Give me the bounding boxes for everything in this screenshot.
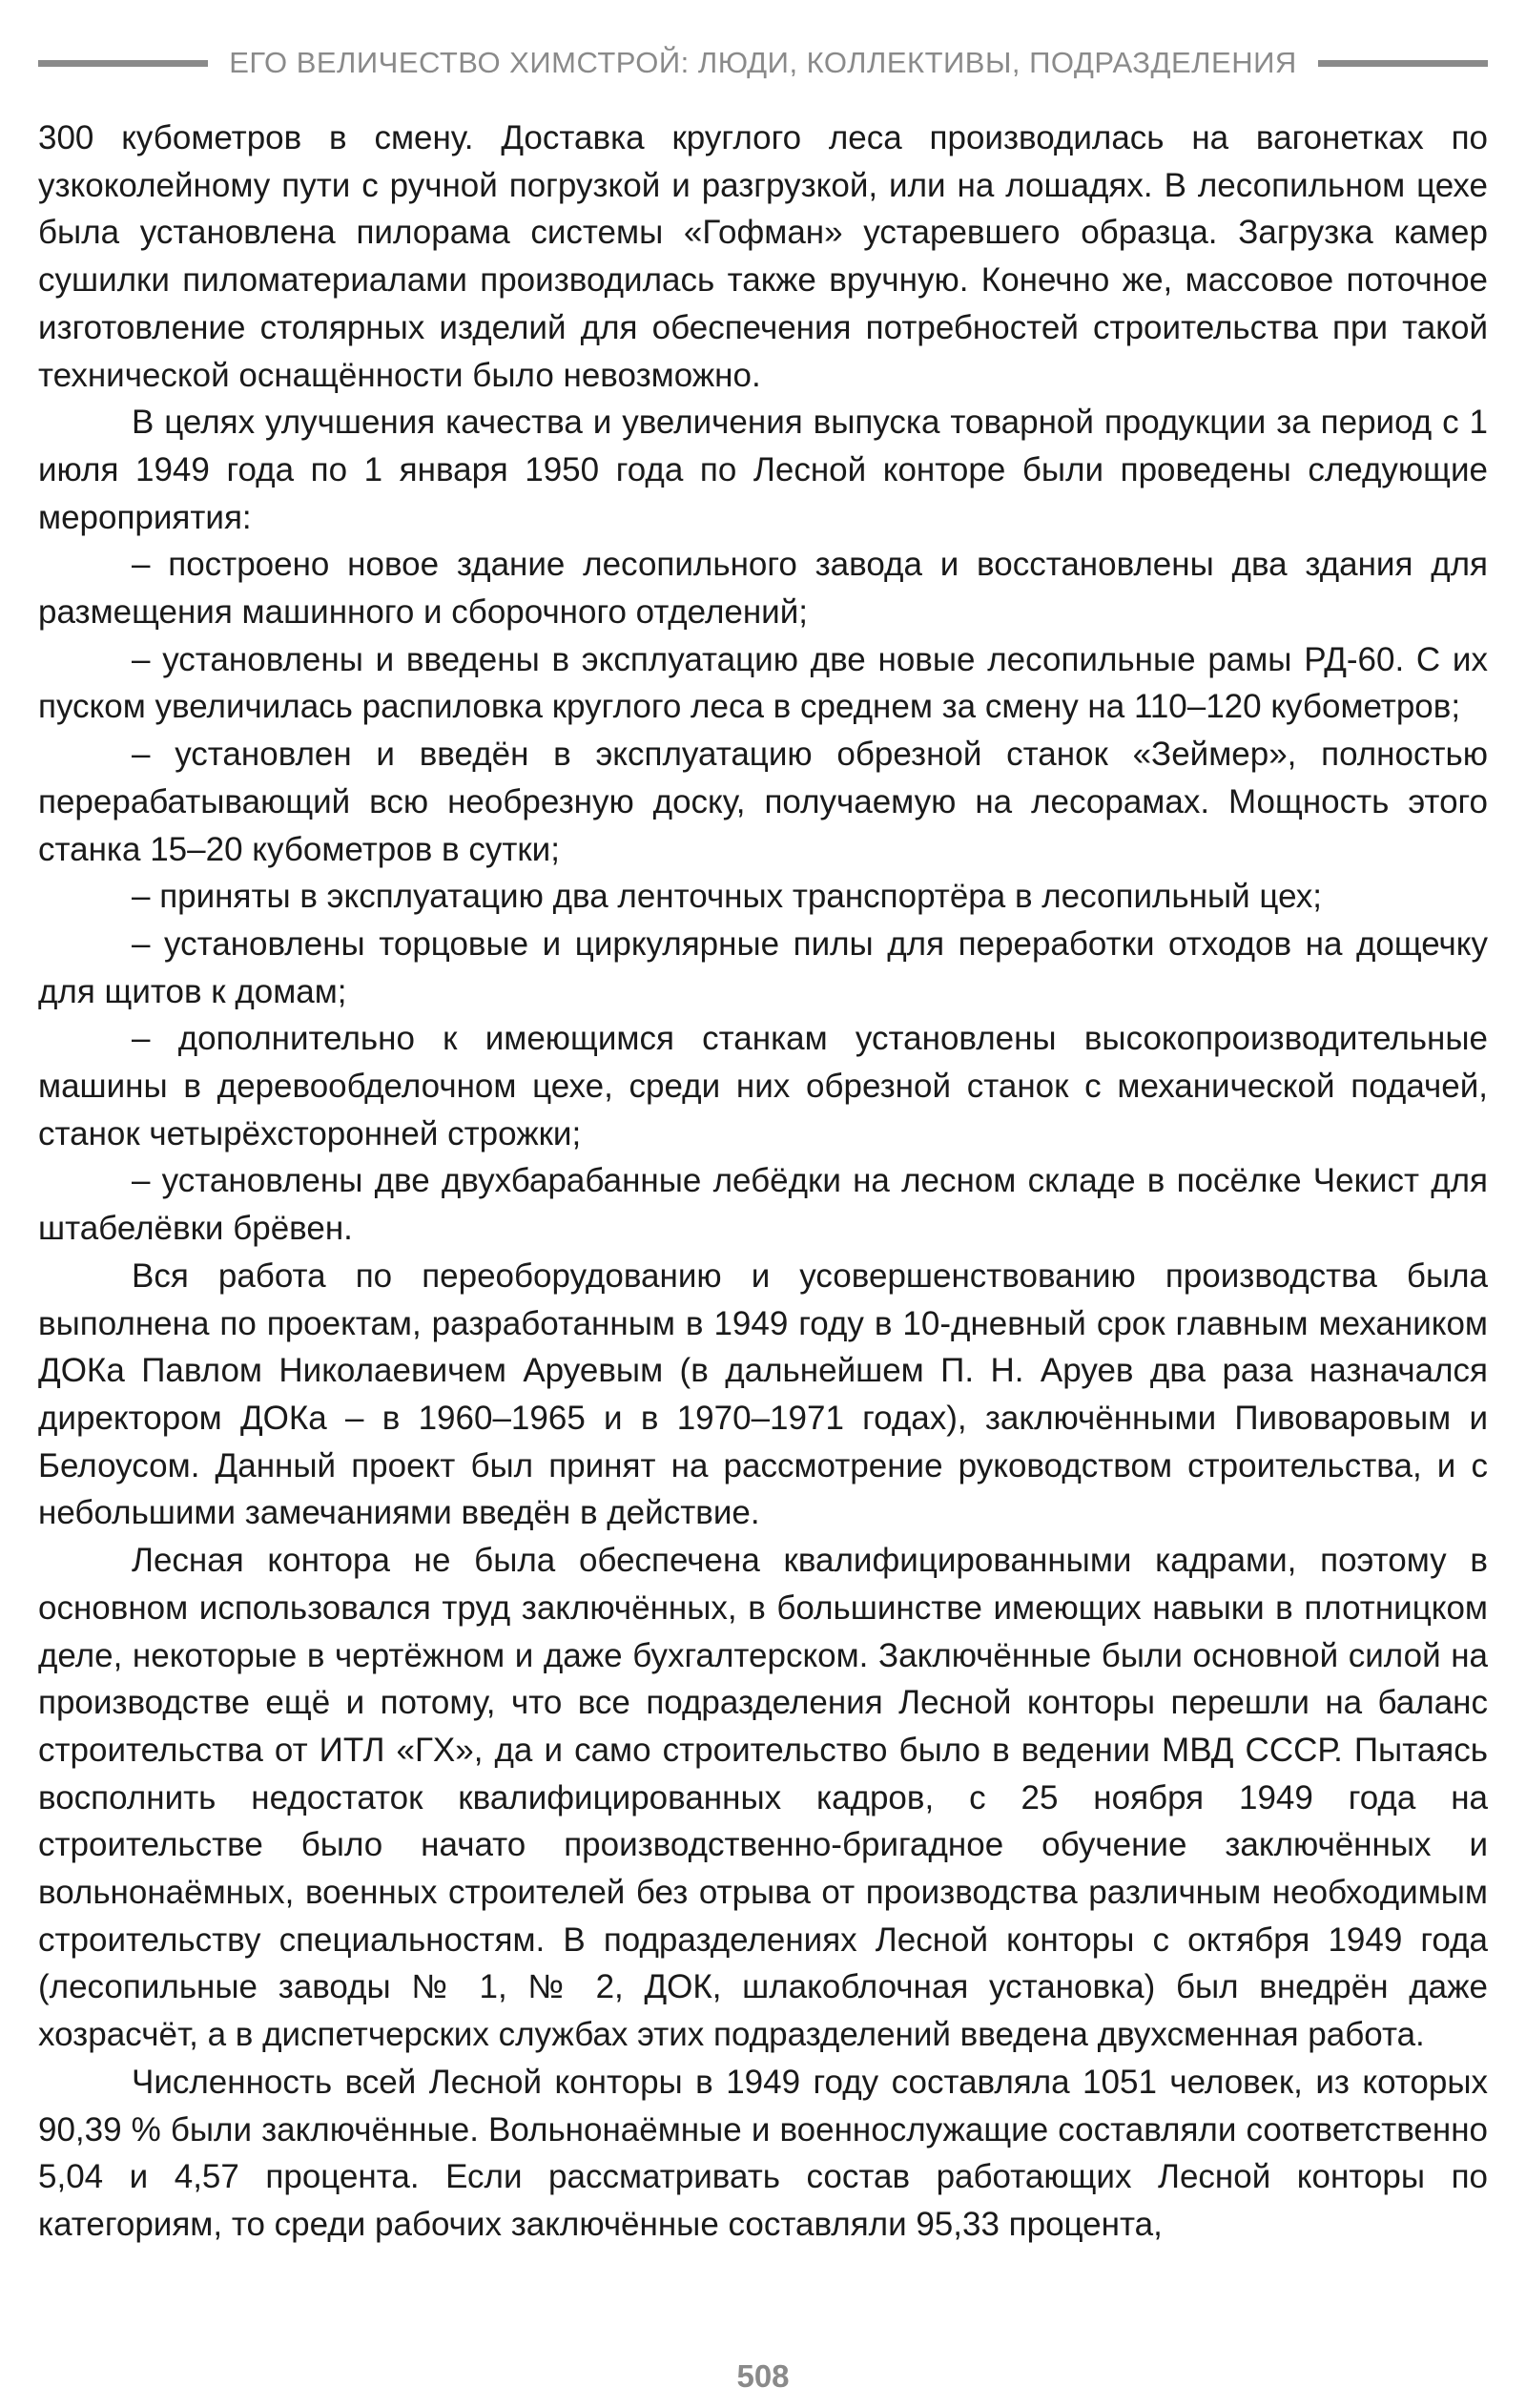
header-rule-left xyxy=(38,60,208,67)
header-rule-right xyxy=(1318,60,1488,67)
page-body xyxy=(38,114,1488,2249)
list-item-sawmill-building: – построено новое здание лесопильного завода и восстановлены два здания для размещения машинного и сборочного отделений; xyxy=(38,546,1488,632)
list-item-saw-frames: – установлены и введены в эксплуатацию две новые лесопильные рамы РД-60. С их пуском увеличилась распиловка круглого леса в среднем за смену на 110–120 кубометров; xyxy=(38,640,1488,726)
running-header-title: ЕГО ВЕЛИЧЕСТВО ХИМСТРОЙ: ЛЮДИ, КОЛЛЕКТИВЫ, ПОДРАЗДЕЛЕНИЯ xyxy=(229,46,1297,79)
paragraph-continued: 300 кубометров в смену. Доставка круглого леса производилась на вагонетках по узкоколейному пути с ручной погрузкой и разгрузкой, или на лошадях. В лесопильном цехе была установлена пилорама системы «Гофман» устаревшего образца. Загрузка камер сушилки пиломатериалами производилась также вручную. Конечно же, массовое поточное изготовление столярных изделий для обеспечения потребностей строительства при такой технической оснащённости было невозможно. xyxy=(38,119,1488,394)
list-item-saws: – установлены торцовые и циркулярные пилы для переработки отходов на дощечку для щитов к домам; xyxy=(38,924,1488,1010)
paragraph-projects: Вся работа по переоборудованию и усовершенствованию производства была выполнена по проектам, разработанным в 1949 году в 10-дневный срок главным механиком ДОКа Павлом Николаевичем Аруевым (в дальнейшем П. Н. Аруев два раза назначался директором ДОКа – в 1960–1965 и в 1970–1971 годах), заключёнными Пивоваровым и Белоусом. Данный проект был принят на рассмотрение руководством строительства, и с небольшими замечаниями введён в действие. xyxy=(38,1256,1488,1532)
running-header xyxy=(38,44,1488,82)
paragraph-measures-intro: В целях улучшения качества и увеличения выпуска товарной продукции за период с 1 июля 1949 года по 1 января 1950 года по Лесной конторе были проведены следующие мероприятия: xyxy=(38,404,1488,536)
paragraph-staffing: Лесная контора не была обеспечена квалифицированными кадрами, поэтому в основном использовался труд заключённых, в большинстве имеющих навыки в плотницком деле, некоторые в чертёжном и даже бухгалтерском. Заключённые были основной силой на производстве ещё и потому, что все подразделения Лесной конторы перешли на баланс строительства от ИТЛ «ГХ», да и само строительство было в ведении МВД СССР. Пытаясь восполнить недостаток квалифицированных кадров, с 25 ноября 1949 года на строительстве было начато производственно-бригадное обучение заключённых и вольнонаёмных, военных строителей без отрыва от производства различным необходимым строительству специальностям. В подразделениях Лесной конторы с октября 1949 года (лесопильные заводы № 1, № 2, ДОК, шлакоблочная установка) был внедрён даже хозрасчёт, а в диспетчерских службах этих подразделений введена двухсменная работа. xyxy=(38,1542,1488,2054)
list-item-winches: – установлены две двухбарабанные лебёдки на лесном складе в посёлке Чекист для штабелёвки брёвен. xyxy=(38,1162,1488,1248)
paragraph-headcount: Численность всей Лесной конторы в 1949 году составляла 1051 человек, из которых 90,39 % были заключённые. Вольнонаёмные и военнослужащие составляли соответственно 5,04 и 4,57 процента. Если рассматривать состав работающих Лесной конторы по категориям, то среди рабочих заключённые составляли 95,33 процента, xyxy=(38,2063,1488,2243)
list-item-woodworking-machines: – дополнительно к имеющимся станкам установлены высокопроизводительные машины в деревообделочном цехе, среди них обрезной станок с механической подачей, станок четырёхсторонней строжки; xyxy=(38,1020,1488,1152)
list-item-edging-machine: – установлен и введён в эксплуатацию обрезной станок «Зеймер», полностью перерабатывающий всю необрезную доску, получаемую на лесорамах. Мощность этого станка 15–20 кубометров в сутки; xyxy=(38,736,1488,868)
page-number: 508 xyxy=(736,2358,790,2394)
list-item-conveyors: – приняты в эксплуатацию два ленточных транспортёра в лесопильный цех; xyxy=(132,878,1323,916)
